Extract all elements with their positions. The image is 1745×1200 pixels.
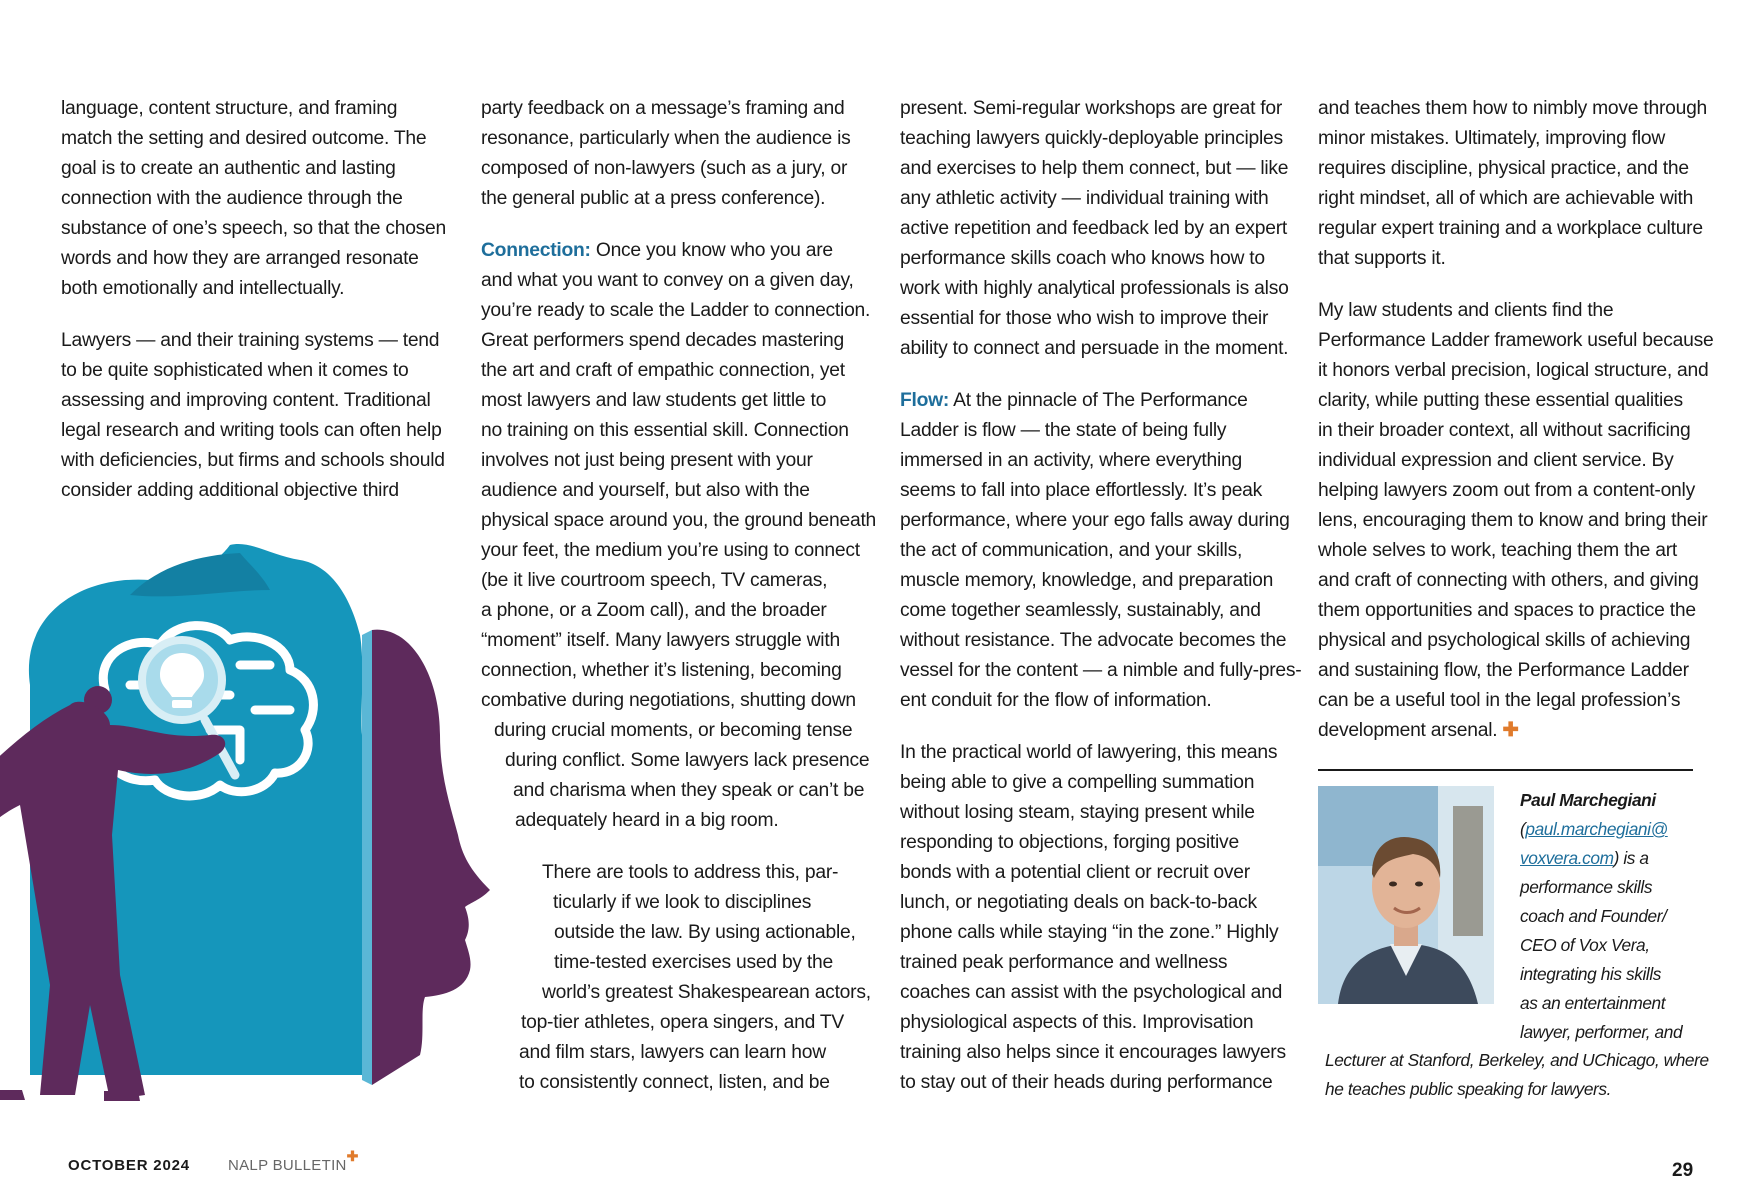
text-line: no training on this essential skill. Connection (481, 420, 849, 441)
text-line: time-tested exercises used by the (554, 952, 833, 973)
text-line: Ladder is flow — the state of being fully (900, 420, 1227, 441)
text-line: ability to connect and persuade in the moment. (900, 338, 1289, 359)
text-line: and exercises to help them connect, but — like (900, 158, 1289, 179)
paragraph-connection (481, 236, 876, 836)
text-line: immersed in an activity, where everything (900, 450, 1242, 471)
text-line: connection with the audience through the (61, 188, 403, 209)
text-line: lawyer, performer, and (1520, 1022, 1683, 1042)
text-line: outside the law. By using actionable, (554, 922, 856, 943)
author-photo (1318, 786, 1494, 1004)
text-line: requires discipline, physical practice, and the (1318, 158, 1689, 179)
text-line (481, 236, 876, 266)
text-line: physical space around you, the ground beneath (481, 510, 877, 531)
text-line: consider adding additional objective third (61, 480, 399, 501)
text-line: responding to objections, forging positive (900, 832, 1239, 853)
text-line: without resistance. The advocate becomes the (900, 630, 1287, 651)
text-line: trained peak performance and wellness (900, 952, 1228, 973)
text-line: seems to fall into place effortlessly. It’s peak (900, 480, 1263, 501)
text-line (1520, 844, 1682, 873)
text-line: performance, where your ego falls away during (900, 510, 1290, 531)
text-line: to consistently connect, listen, and be (519, 1072, 830, 1093)
text-line: in their broader context, all without sacrificing (1318, 420, 1691, 441)
text-line: come together seamlessly, sustainably, and (900, 600, 1261, 621)
text-line: and sustaining flow, the Performance Ladder (1318, 660, 1689, 681)
text-line: CEO of Vox Vera, (1520, 935, 1650, 955)
text-line: There are tools to address this, par- (542, 862, 839, 883)
text-line: with deficiencies, but firms and schools should (61, 450, 445, 471)
paragraph (900, 738, 1301, 1098)
text-line: them opportunities and spaces to practice the (1318, 600, 1696, 621)
text-line: regular expert training and a workplace culture (1318, 218, 1703, 239)
text-line: “moment” itself. Many lawyers struggle with (481, 630, 840, 651)
text-line: any athletic activity — individual training with (900, 188, 1269, 209)
paragraph (481, 858, 876, 1098)
text-line: individual expression and client service. By (1318, 450, 1674, 471)
text-line: he teaches public speaking for lawyers. (1325, 1079, 1612, 1099)
text-line: and film stars, lawyers can learn how (519, 1042, 826, 1063)
head-brain-illustration (0, 535, 500, 1125)
author-bio (1520, 786, 1682, 1047)
text-line: during crucial moments, or becoming tense (494, 720, 853, 741)
text-line: muscle memory, knowledge, and preparation (900, 570, 1274, 591)
text-line: and teaches them how to nimbly move through (1318, 98, 1708, 119)
text-line: clarity, while putting these essential qualities (1318, 390, 1683, 411)
text-line: connection, whether it’s listening, becoming (481, 660, 842, 681)
text-line: (be it live courtroom speech, TV cameras, (481, 570, 828, 591)
text-line: Lawyers — and their training systems — tend (61, 330, 440, 351)
bio-divider (1318, 769, 1693, 771)
column-1 (61, 94, 446, 528)
text-line: match the setting and desired outcome. The (61, 128, 427, 149)
text-line: the art and craft of empathic connection, yet (481, 360, 845, 381)
text-line: adequately heard in a big room. (515, 810, 779, 831)
text-line: Great performers spend decades mastering (481, 330, 844, 351)
text-line: performance skills (1520, 877, 1653, 897)
paragraph-flow (900, 386, 1301, 716)
text-line: teaching lawyers quickly-deployable principles (900, 128, 1283, 149)
author-name: Paul Marchegiani (1520, 790, 1656, 810)
text-line: as an entertainment (1520, 993, 1666, 1013)
publication-name (228, 1148, 359, 1174)
issue-date: OCTOBER 2024 (68, 1157, 190, 1174)
text-line: resonance, particularly when the audience is (481, 128, 851, 149)
text-line: that supports it. (1318, 248, 1446, 269)
column-3 (900, 94, 1301, 1120)
text-line: involves not just being present with your (481, 450, 813, 471)
text-line: audience and yourself, but also with the (481, 480, 810, 501)
text-run: ( (1520, 819, 1526, 839)
text-line (1318, 716, 1713, 746)
end-mark-icon: ✚ (1502, 720, 1519, 741)
text-run: development arsenal. (1318, 720, 1498, 741)
head-edge (362, 630, 372, 1085)
text-line: a phone, or a Zoom call), and the broader (481, 600, 827, 621)
publication-plus-icon: ✚ (346, 1148, 359, 1164)
text-line: legal research and writing tools can often help (61, 420, 442, 441)
text-line: language, content structure, and framing (61, 98, 398, 119)
text-line: active repetition and feedback led by an expert (900, 218, 1287, 239)
text-line: coaches can assist with the psychological and (900, 982, 1283, 1003)
text-line: the act of communication, and your skills, (900, 540, 1243, 561)
text-line: training also helps since it encourages lawyers (900, 1042, 1286, 1063)
text-run: At the pinnacle of The Performance (949, 390, 1248, 411)
text-line: essential for those who wish to improve their (900, 308, 1269, 329)
purple-face-profile (372, 630, 490, 1085)
author-bio-continued (1325, 1046, 1709, 1104)
text-line: and charisma when they speak or can’t be (513, 780, 865, 801)
text-line: physiological aspects of this. Improvisation (900, 1012, 1254, 1033)
paragraph (61, 326, 446, 506)
paragraph (900, 94, 1301, 364)
text-line (1520, 815, 1682, 844)
text-line: words and how they are arranged resonate (61, 248, 419, 269)
text-line: world’s greatest Shakespearean actors, (542, 982, 871, 1003)
text-line: work with highly analytical professionals is also (900, 278, 1289, 299)
text-line: present. Semi-regular workshops are great for (900, 98, 1283, 119)
column-2 (481, 94, 876, 1120)
text-line: can be a useful tool in the legal profession’s (1318, 690, 1681, 711)
column-4 (1318, 94, 1713, 768)
paragraph (1318, 296, 1713, 746)
text-run: ) is a (1613, 848, 1649, 868)
text-line: lunch, or negotiating deals on back-to-back (900, 892, 1257, 913)
email-link[interactable]: paul.marchegiani@ (1525, 819, 1668, 839)
text-line: and craft of connecting with others, and giving (1318, 570, 1699, 591)
text-line: physical and psychological skills of achieving (1318, 630, 1691, 651)
text-line: the general public at a press conference). (481, 188, 826, 209)
text-line: lens, encouraging them to know and bring their (1318, 510, 1708, 531)
text-line: party feedback on a message’s framing and (481, 98, 845, 119)
text-line: both emotionally and intellectually. (61, 278, 345, 299)
text-line: coach and Founder/ (1520, 906, 1667, 926)
text-line: right mindset, all of which are achievable with (1318, 188, 1694, 209)
text-line: it honors verbal precision, logical structure, and (1318, 360, 1709, 381)
text-line: substance of one’s speech, so that the chosen (61, 218, 447, 239)
text-line: performance skills coach who knows how to (900, 248, 1265, 269)
paragraph (1318, 94, 1713, 274)
paragraph (61, 94, 446, 304)
text-line: top-tier athletes, opera singers, and TV (521, 1012, 844, 1033)
text-run: Once you know who you are (590, 240, 833, 261)
text-line: whole selves to work, teaching them the art (1318, 540, 1677, 561)
text-line: to stay out of their heads during performance (900, 1072, 1273, 1093)
text-line: My law students and clients find the (1318, 300, 1614, 321)
text-line: composed of non-lawyers (such as a jury, or (481, 158, 848, 179)
page-number: 29 (1672, 1160, 1694, 1181)
text-line: ticularly if we look to disciplines (553, 892, 812, 913)
section-heading-flow: Flow: (900, 390, 950, 411)
text-line: vessel for the content — a nimble and fully-pres- (900, 660, 1302, 681)
text-line: to be quite sophisticated when it comes to (61, 360, 409, 381)
email-link[interactable]: voxvera.com (1520, 848, 1614, 868)
text-line: helping lawyers zoom out from a content-only (1318, 480, 1695, 501)
text-line: combative during negotiations, shutting down (481, 690, 856, 711)
text-line: assessing and improving content. Traditional (61, 390, 431, 411)
text-line: your feet, the medium you’re using to connect (481, 540, 860, 561)
text-line: bonds with a potential client or recruit over (900, 862, 1250, 883)
text-line: and what you want to convey on a given day, (481, 270, 854, 291)
text-line: phone calls while staying “in the zone.” Highly (900, 922, 1279, 943)
text-line: during conflict. Some lawyers lack presence (505, 750, 870, 771)
text-line: Lecturer at Stanford, Berkeley, and UChicago, where (1325, 1050, 1709, 1070)
paragraph (481, 94, 876, 214)
text-line: minor mistakes. Ultimately, improving flow (1318, 128, 1666, 149)
text-line: goal is to create an authentic and lasting (61, 158, 396, 179)
text-line: integrating his skills (1520, 964, 1662, 984)
section-heading-connection: Connection: (481, 240, 591, 261)
text-line: Performance Ladder framework useful because (1318, 330, 1714, 351)
text-line (900, 386, 1301, 416)
text-line: without losing steam, staying present while (900, 802, 1255, 823)
text-line: ent conduit for the flow of information. (900, 690, 1212, 711)
text-line: most lawyers and law students get little to (481, 390, 827, 411)
text-line: In the practical world of lawyering, this means (900, 742, 1278, 763)
text-line: you’re ready to scale the Ladder to connection. (481, 300, 871, 321)
publication-label: NALP BULLETIN (228, 1157, 347, 1174)
text-line: being able to give a compelling summation (900, 772, 1255, 793)
